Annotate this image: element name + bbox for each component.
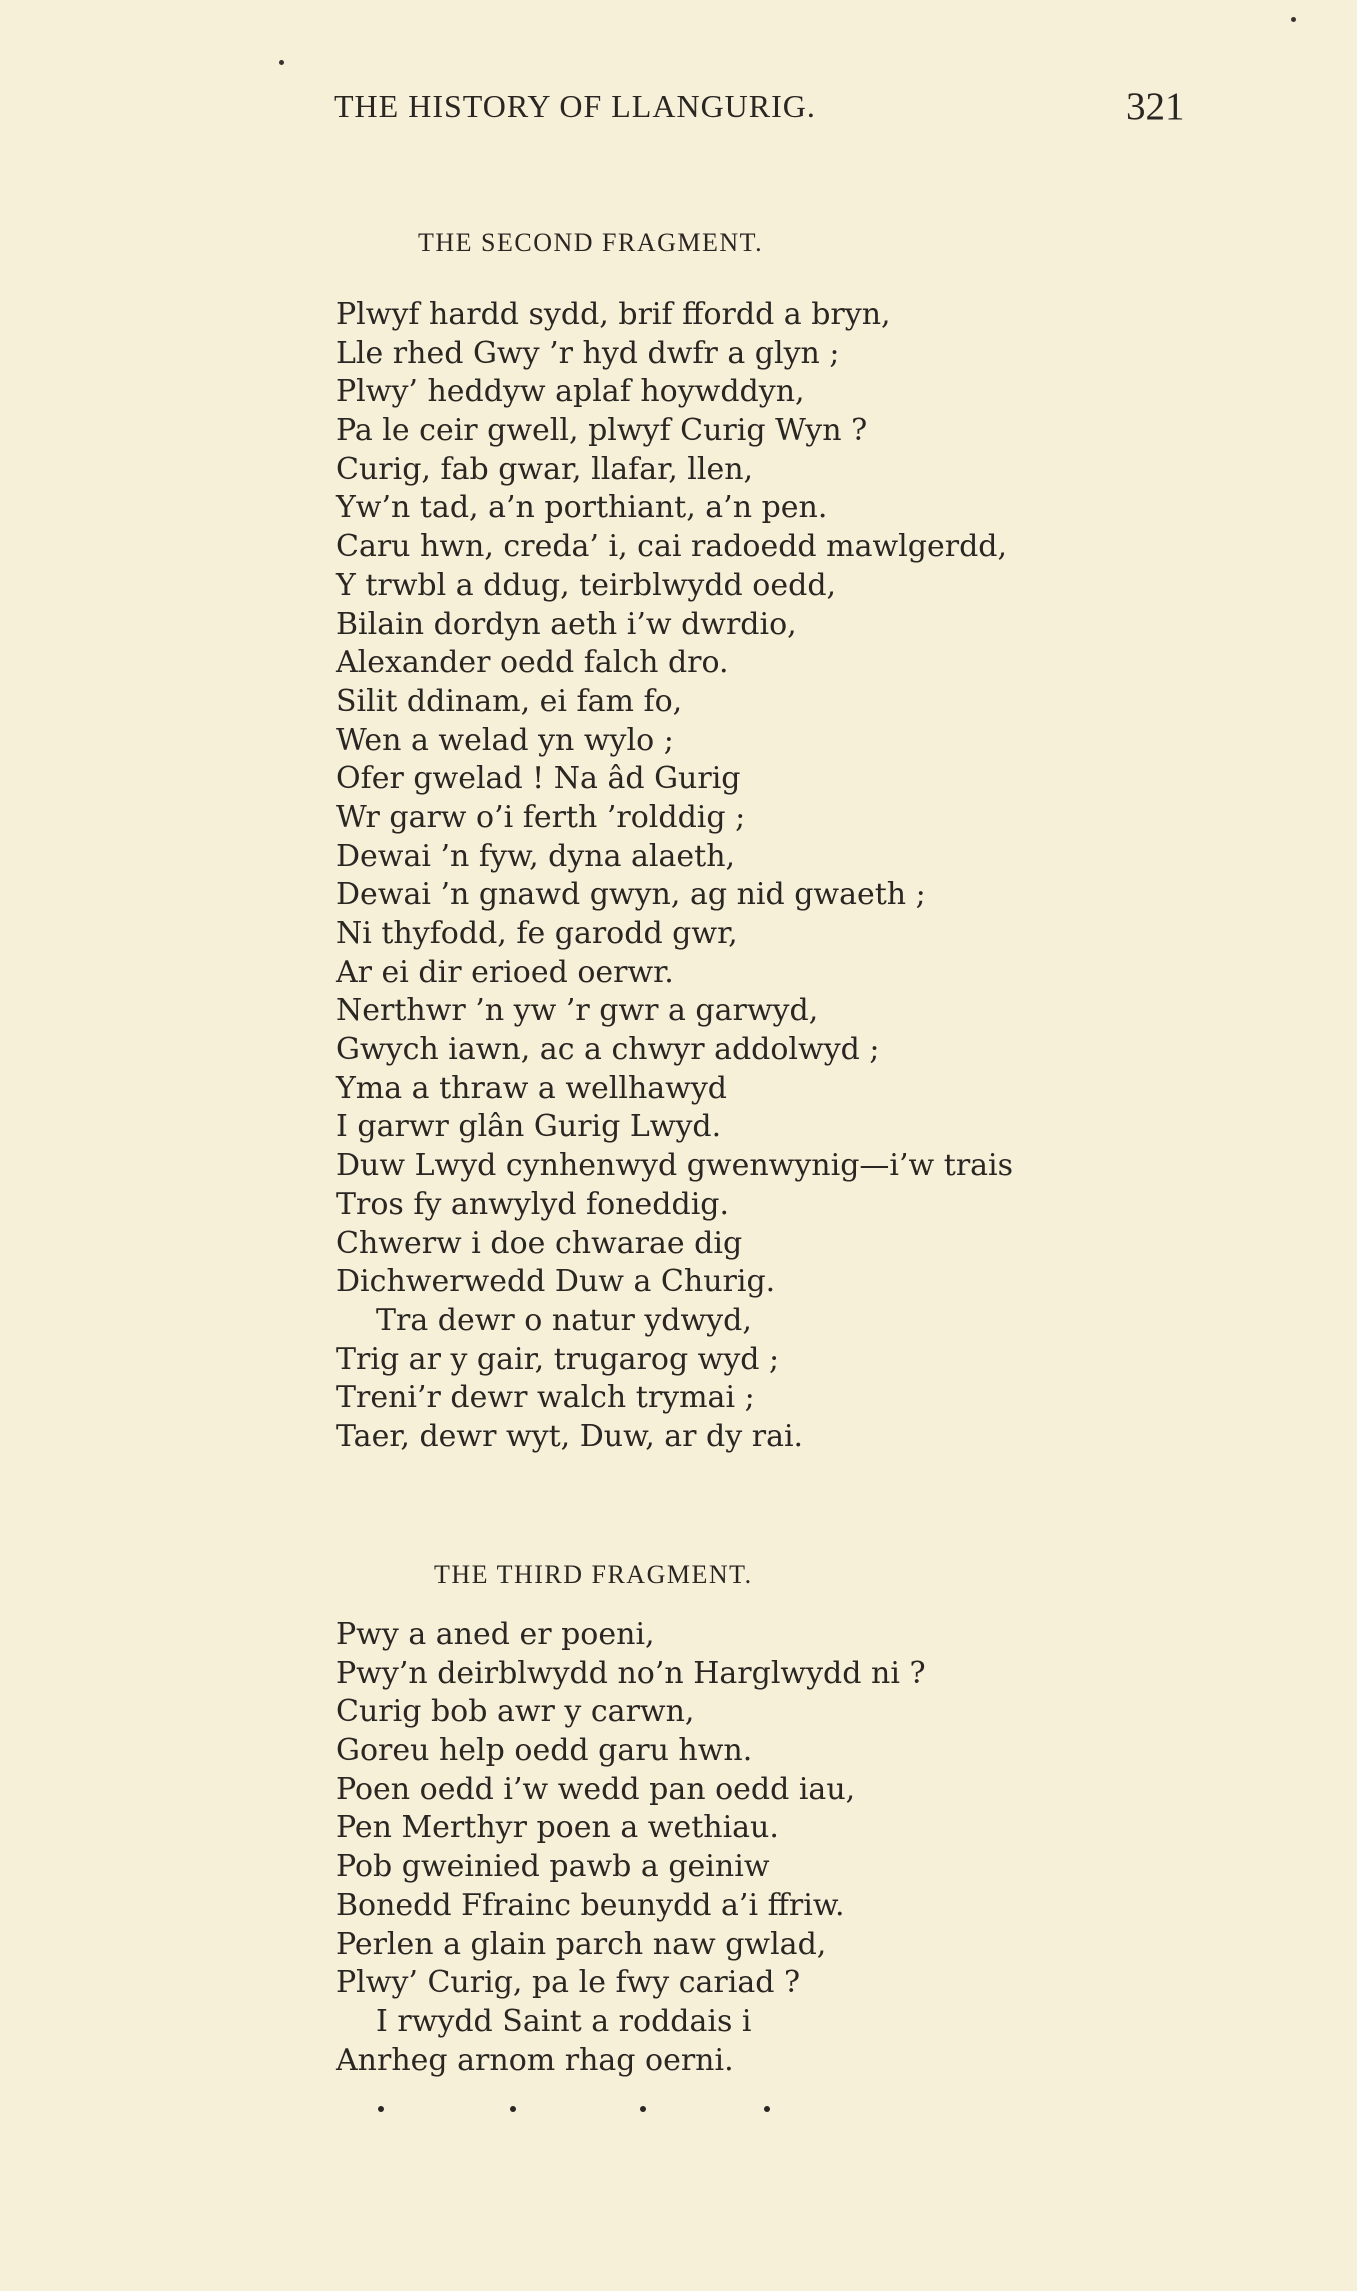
poem-line: Taer, dewr wyt, Duw, ar dy rai.	[336, 1418, 804, 1454]
omission-dot	[378, 2106, 384, 2112]
poem-line: Plwy’ heddyw aplaf hoywddyn,	[336, 374, 805, 410]
omission-dot	[510, 2106, 516, 2112]
poem-line: Alexander oedd falch dro.	[336, 645, 729, 681]
page-number: 321	[1126, 85, 1185, 128]
poem-line: Goreu help oedd garu hwn.	[336, 1733, 753, 1769]
poem-line: Bilain dordyn aeth i’w dwrdio,	[336, 606, 797, 642]
poem-line: Perlen a glain parch naw gwlad,	[336, 1926, 827, 1962]
poem-line: Lle rhed Gwy ’r hyd dwfr a glyn ;	[336, 335, 840, 371]
poem-line-indented: Tra dewr o natur ydwyd,	[376, 1302, 752, 1338]
poem-line: Gwych iawn, ac a chwyr addolwyd ;	[336, 1032, 880, 1068]
print-speck	[279, 60, 284, 65]
poem-line: Curig, fab gwar, llafar, llen,	[336, 451, 754, 487]
poem-line: Yw’n tad, a’n porthiant, a’n pen.	[336, 490, 828, 526]
poem-line: Curig bob awr y carwn,	[336, 1694, 695, 1730]
poem-line: Dichwerwedd Duw a Churig.	[336, 1264, 776, 1300]
poem-line: Dewai ’n gnawd gwyn, ag nid gwaeth ;	[336, 877, 926, 913]
poem-line: Pwy’n deirblwydd no’n Harglwydd ni ?	[336, 1655, 926, 1691]
omission-dot	[764, 2106, 770, 2112]
poem-line: Caru hwn, creda’ i, cai radoedd mawlgerdd,	[336, 529, 1008, 565]
poem-line: Wen a welad yn wylo ;	[336, 722, 674, 758]
poem-line: Nerthwr ’n yw ’r gwr a garwyd,	[336, 993, 819, 1029]
poem-line: Pwy a aned er poeni,	[336, 1617, 655, 1652]
poem-line: Plwy’ Curig, pa le fwy cariad ?	[336, 1965, 801, 2001]
poem-line: Trig ar y gair, trugarog wyd ;	[336, 1341, 780, 1377]
poem-line: Treni’r dewr walch trymai ;	[336, 1380, 755, 1416]
poem-line: Plwyf hardd sydd, brif ffordd a bryn,	[336, 297, 891, 332]
poem-line-indented: I rwydd Saint a roddais i	[376, 2003, 752, 2039]
poem-line: Silit ddinam, ei fam fo,	[336, 683, 683, 719]
fragment-title: THE THIRD FRAGMENT.	[434, 1560, 753, 1589]
poem-line: Anrheg arnom rhag oerni.	[336, 2042, 734, 2078]
poem-line: Duw Lwyd cynhenwyd gwenwynig—i’w trais	[336, 1148, 1014, 1184]
poem-line: Y trwbl a ddug, teirblwydd oedd,	[336, 567, 837, 603]
poem-line: Ofer gwelad ! Na âd Gurig	[336, 761, 741, 797]
poem-line: Pen Merthyr poen a wethiau.	[336, 1810, 779, 1846]
print-speck	[1291, 17, 1296, 22]
poem-line: Poen oedd i’w wedd pan oedd iau,	[336, 1771, 856, 1807]
poem-line: Chwerw i doe chwarae dig	[336, 1225, 743, 1261]
poem-line: Dewai ’n fyw, dyna alaeth,	[336, 838, 736, 874]
poem-line: I garwr glân Gurig Lwyd.	[336, 1109, 722, 1145]
poem-line: Wr garw o’i ferth ’rolddig ;	[336, 799, 746, 835]
poem-second-fragment	[336, 296, 1013, 1457]
poem-line: Pa le ceir gwell, plwyf Curig Wyn ?	[336, 413, 868, 449]
poem-third-fragment	[336, 1616, 926, 2080]
omission-dots	[378, 2098, 778, 2128]
poem-line: Tros fy anwylyd foneddig.	[336, 1186, 730, 1222]
omission-dot	[640, 2106, 646, 2112]
poem-line: Ar ei dir erioed oerwr.	[336, 954, 674, 990]
poem-line: Ni thyfodd, fe garodd gwr,	[336, 916, 738, 951]
poem-line: Pob gweinied pawb a geiniw	[336, 1849, 770, 1885]
poem-line: Yma a thraw a wellhawyd	[336, 1070, 727, 1106]
fragment-title: THE SECOND FRAGMENT.	[418, 228, 764, 257]
poem-line: Bonedd Ffrainc beunydd a’i ffriw.	[336, 1887, 845, 1923]
running-head: THE HISTORY OF LLANGURIG.	[334, 88, 816, 124]
